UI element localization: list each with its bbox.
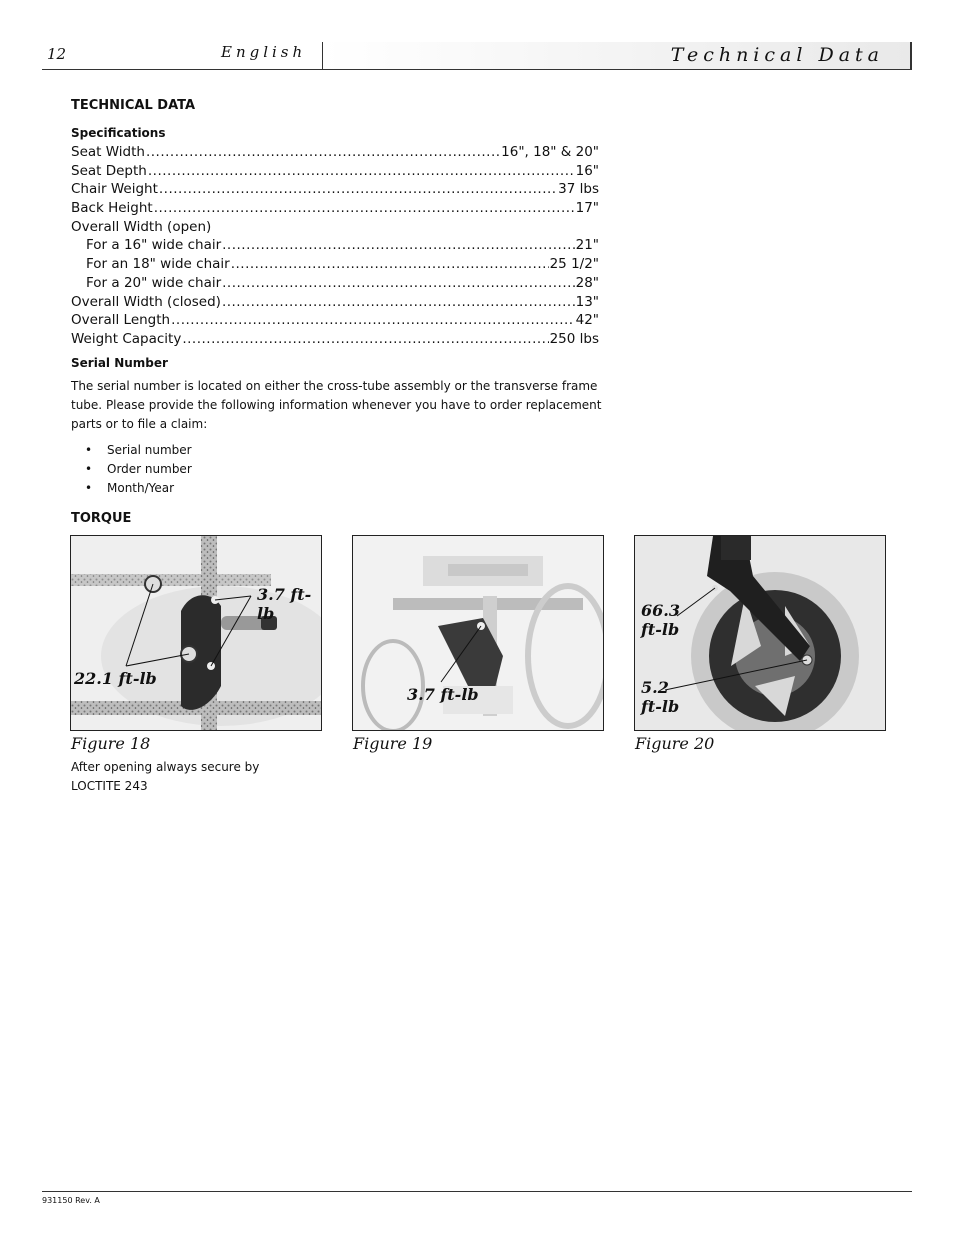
spec-row bbox=[71, 199, 599, 218]
spec-row bbox=[71, 330, 599, 349]
spec-label: Seat Depth bbox=[71, 162, 147, 179]
spec-value: 250 lbs bbox=[549, 330, 599, 347]
figure-20-image bbox=[634, 535, 886, 731]
figure-18-callout-top: 3.7 ft-lb bbox=[257, 585, 312, 623]
spec-row bbox=[71, 274, 599, 293]
spec-row bbox=[71, 218, 599, 237]
spec-label: Overall Length bbox=[71, 312, 171, 329]
spec-row bbox=[71, 255, 599, 274]
page-number: 12 bbox=[47, 45, 67, 63]
figure-20-callout-top: 66.3 ft-lb bbox=[641, 601, 680, 639]
spec-label: Overall Width (closed) bbox=[71, 293, 221, 310]
spec-row bbox=[71, 293, 599, 312]
leader-dots bbox=[182, 330, 548, 349]
section-header-title: Technical Data bbox=[670, 44, 884, 66]
leader-dots bbox=[159, 180, 557, 199]
leader-dots bbox=[231, 255, 549, 274]
list-item: • Month/Year bbox=[71, 479, 192, 498]
spec-row bbox=[71, 236, 599, 255]
spec-value: 37 lbs bbox=[558, 181, 599, 198]
spec-value: 16", 18" & 20" bbox=[501, 144, 599, 160]
figure-20-callout-bottom: 5.2 ft-lb bbox=[641, 678, 680, 716]
spec-value: 17" bbox=[575, 200, 599, 217]
leader-dots bbox=[222, 274, 574, 293]
spec-label: For an 18" wide chair bbox=[86, 256, 230, 273]
spec-label: Chair Weight bbox=[71, 181, 158, 198]
language-label: English bbox=[221, 43, 307, 61]
header-rule bbox=[42, 69, 912, 70]
spec-value: 13" bbox=[575, 293, 599, 310]
spec-label: For a 20" wide chair bbox=[86, 274, 222, 291]
spec-row bbox=[71, 180, 599, 199]
page-title: TECHNICAL DATA bbox=[71, 98, 196, 113]
spec-label: Seat Width bbox=[71, 144, 145, 160]
spec-value: 28" bbox=[575, 274, 599, 291]
spec-label: Overall Width (open) bbox=[71, 218, 212, 235]
footer-rule bbox=[42, 1191, 912, 1192]
spec-value: 25 1/2" bbox=[549, 256, 599, 273]
loctite-note: After opening always secure by LOCTITE 243 bbox=[71, 760, 260, 793]
leader-dots bbox=[222, 236, 574, 255]
spec-row bbox=[71, 311, 599, 330]
figure-20-caption: Figure 20 bbox=[635, 734, 715, 753]
spec-label: Back Height bbox=[71, 200, 153, 217]
spec-value: 21" bbox=[575, 237, 599, 254]
figure-18-callout-bottom: 22.1 ft-lb bbox=[74, 669, 157, 688]
figure-18-image bbox=[70, 535, 322, 731]
specifications-heading: Specifications bbox=[71, 126, 166, 140]
figure-18-caption: Figure 18 bbox=[71, 734, 151, 753]
serial-number-text: The serial number is located on either the cross-tube assembly or the transverse frame tube. Please provide the following information whenever you have to order replacement parts or to file a claim: bbox=[71, 379, 602, 431]
serial-number-heading: Serial Number bbox=[71, 356, 168, 370]
spec-row bbox=[71, 143, 599, 162]
serial-info-list bbox=[71, 441, 192, 498]
spec-value: 16" bbox=[575, 162, 599, 179]
spec-label: Weight Capacity bbox=[71, 330, 182, 347]
list-item: • Serial number bbox=[71, 441, 192, 460]
figure-19-image bbox=[352, 535, 604, 731]
leader-dots bbox=[171, 311, 575, 330]
leader-dots bbox=[154, 199, 575, 218]
figure-19-caption: Figure 19 bbox=[353, 734, 433, 753]
spec-label: For a 16" wide chair bbox=[86, 237, 222, 254]
figure-19-callout: 3.7 ft-lb bbox=[407, 685, 479, 704]
leader-dots bbox=[222, 293, 575, 312]
document-revision: 931150 Rev. A bbox=[42, 1196, 100, 1205]
spec-value: 42" bbox=[575, 312, 599, 329]
torque-heading: TORQUE bbox=[71, 511, 132, 526]
leader-dots bbox=[146, 143, 500, 162]
spec-row bbox=[71, 162, 599, 181]
list-item: • Order number bbox=[71, 460, 192, 479]
leader-dots bbox=[148, 162, 575, 181]
specifications-list bbox=[71, 143, 599, 349]
